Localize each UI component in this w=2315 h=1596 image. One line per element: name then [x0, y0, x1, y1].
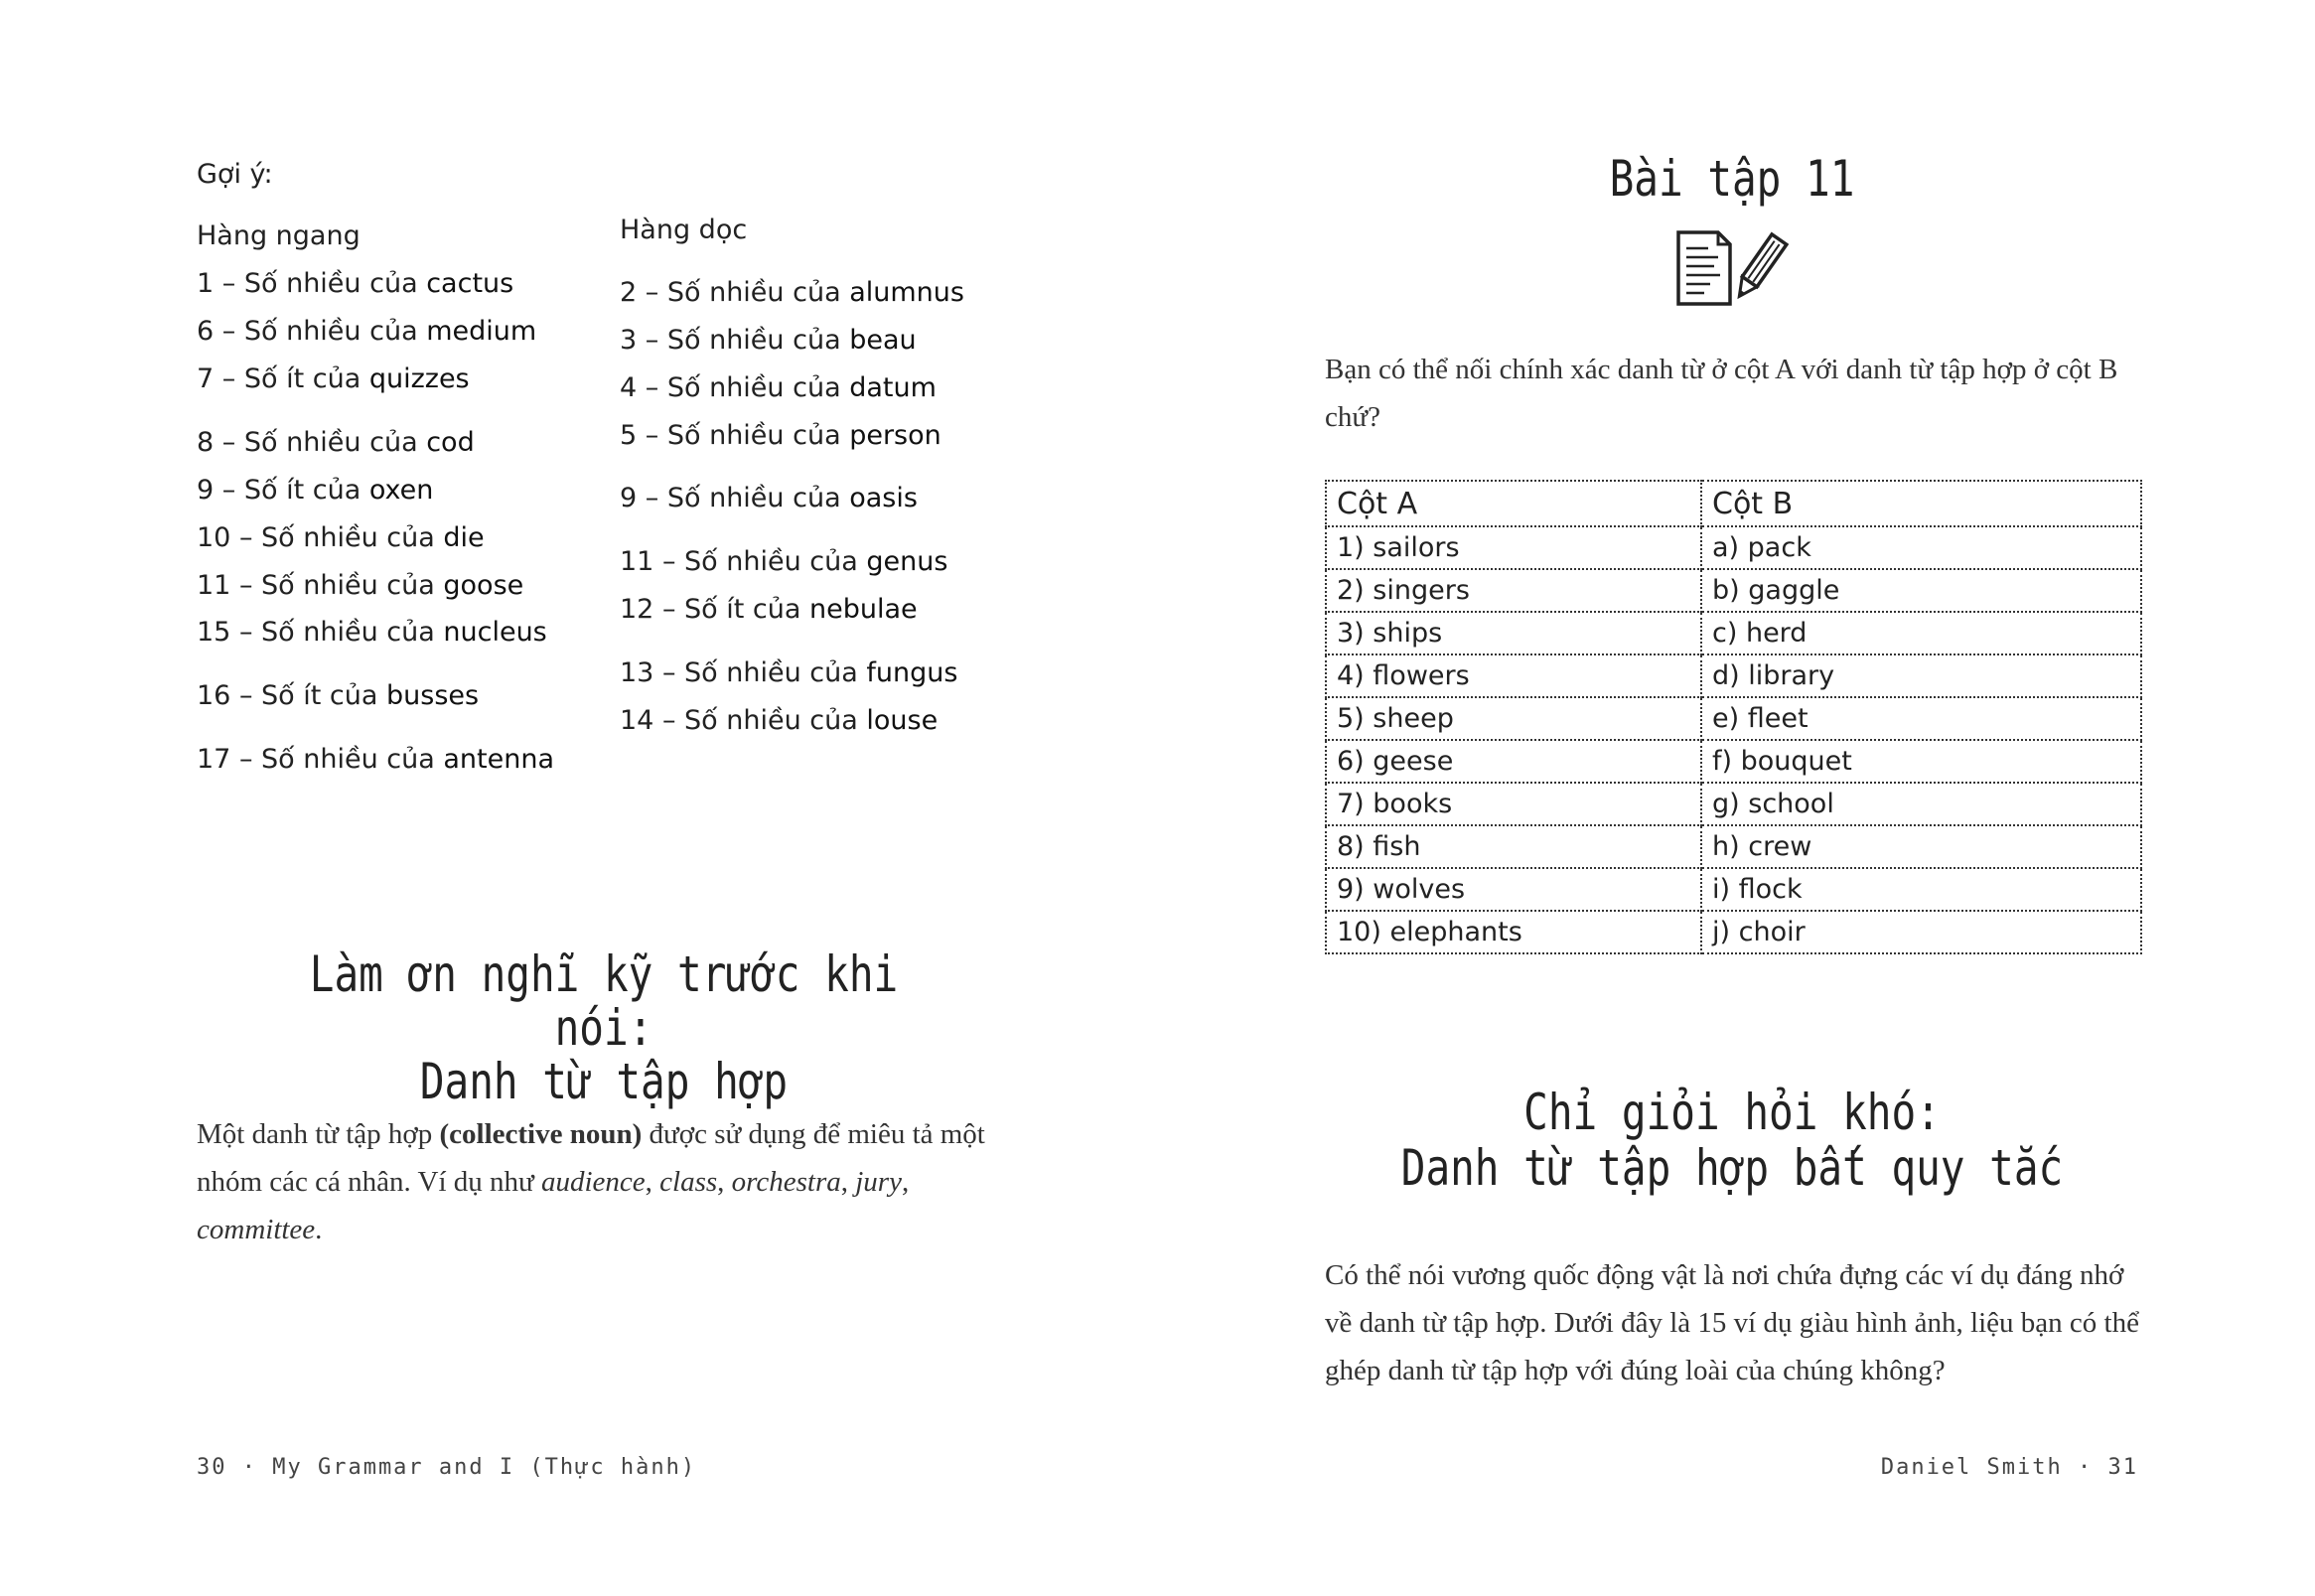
list-item: 5 – Số nhiều của person — [620, 420, 941, 451]
across-heading: Hàng ngang — [197, 220, 361, 251]
list-item: 15 – Số nhiều của nucleus — [197, 617, 547, 648]
table-cell: d) library — [1701, 654, 2141, 697]
column-b-header: Cột B — [1701, 481, 2141, 526]
section-heading-line-1: Chỉ giỏi hỏi khó: — [1523, 1084, 1941, 1141]
table-cell: 4) flowers — [1326, 654, 1701, 697]
table-cell: i) flock — [1701, 868, 2141, 911]
list-item: 14 – Số nhiều của louse — [620, 705, 939, 736]
table-row — [1326, 526, 2141, 569]
document-pencil-icon — [1674, 228, 1789, 314]
table-cell: 1) sailors — [1326, 526, 1701, 569]
section-heading-line-1: Làm ơn nghĩ kỹ trước khi nói: — [309, 945, 899, 1057]
exercise-title: Bài tập 11 — [1609, 150, 1855, 208]
list-item: 10 – Số nhiều của die — [197, 522, 485, 553]
hints-title: Gợi ý: — [197, 159, 273, 190]
table-cell: 7) books — [1326, 783, 1701, 825]
table-cell: e) fleet — [1701, 697, 2141, 740]
table-cell: 9) wolves — [1326, 868, 1701, 911]
table-cell: b) gaggle — [1701, 569, 2141, 612]
list-item: 6 – Số nhiều của medium — [197, 316, 537, 347]
table-row — [1326, 825, 2141, 868]
table-cell: f) bouquet — [1701, 740, 2141, 783]
collective-noun-paragraph: Một danh từ tập hợp (collective noun) được sử dụng để miêu tả một nhóm các cá nhân. Ví dụ như audience, class, orchestra, jury, committee. — [197, 1118, 985, 1245]
list-item: 9 – Số nhiều của oasis — [620, 483, 918, 513]
table-cell: 6) geese — [1326, 740, 1701, 783]
table-row — [1326, 740, 2141, 783]
table-row — [1326, 654, 2141, 697]
irregular-collective-paragraph: Có thể nói vương quốc động vật là nơi chứa đựng các ví dụ đáng nhớ về danh từ tập hợp. Dưới đây là 15 ví dụ giàu hình ảnh, liệu bạn có thể ghép danh từ tập hợp với đúng loài của chúng không? — [1325, 1259, 2139, 1386]
table-cell: h) crew — [1701, 825, 2141, 868]
table-row — [1326, 911, 2141, 953]
list-item: 11 – Số nhiều của goose — [197, 570, 524, 601]
table-cell: 2) singers — [1326, 569, 1701, 612]
list-item: 3 – Số nhiều của beau — [620, 325, 917, 356]
list-item: 17 – Số nhiều của antenna — [197, 744, 555, 775]
table-cell: 5) sheep — [1326, 697, 1701, 740]
table-cell: c) herd — [1701, 612, 2141, 654]
section-heading-irregular — [1398, 1085, 2066, 1196]
page-footer-right: Daniel Smith · 31 — [1880, 1455, 2138, 1480]
list-item: 16 – Số ít của busses — [197, 680, 480, 711]
section-heading-line-2: Danh từ tập hợp — [419, 1053, 789, 1110]
column-a-header: Cột A — [1326, 481, 1701, 526]
list-item: 4 – Số nhiều của datum — [620, 372, 937, 403]
table-cell: j) choir — [1701, 911, 2141, 953]
table-cell: a) pack — [1701, 526, 2141, 569]
section-heading-line-2: Danh từ tập hợp bất quy tắc — [1400, 1139, 2064, 1197]
table-row — [1326, 783, 2141, 825]
table-header-row — [1326, 481, 2141, 526]
table-cell: 10) elephants — [1326, 911, 1701, 953]
list-item: 12 – Số ít của nebulae — [620, 594, 918, 625]
list-item: 9 – Số ít của oxen — [197, 475, 434, 506]
table-cell: 8) fish — [1326, 825, 1701, 868]
table-row — [1326, 868, 2141, 911]
table-cell: g) school — [1701, 783, 2141, 825]
list-item: 11 – Số nhiều của genus — [620, 546, 948, 577]
table-row — [1326, 697, 2141, 740]
section-heading-collective-nouns — [270, 947, 938, 1108]
page-footer-left: 30 · My Grammar and I (Thực hành) — [197, 1455, 697, 1480]
list-item: 13 – Số nhiều của fungus — [620, 657, 958, 688]
table-row — [1326, 569, 2141, 612]
list-item: 2 – Số nhiều của alumnus — [620, 277, 964, 308]
table-row — [1326, 612, 2141, 654]
list-item: 7 – Số ít của quizzes — [197, 363, 470, 394]
table-cell: 3) ships — [1326, 612, 1701, 654]
matching-table — [1325, 480, 2142, 954]
list-item: 8 – Số nhiều của cod — [197, 427, 475, 458]
down-heading: Hàng dọc — [620, 215, 748, 245]
exercise-question: Bạn có thể nối chính xác danh từ ở cột A với danh từ tập hợp ở cột B chứ? — [1325, 354, 2118, 433]
list-item: 1 – Số nhiều của cactus — [197, 268, 514, 299]
